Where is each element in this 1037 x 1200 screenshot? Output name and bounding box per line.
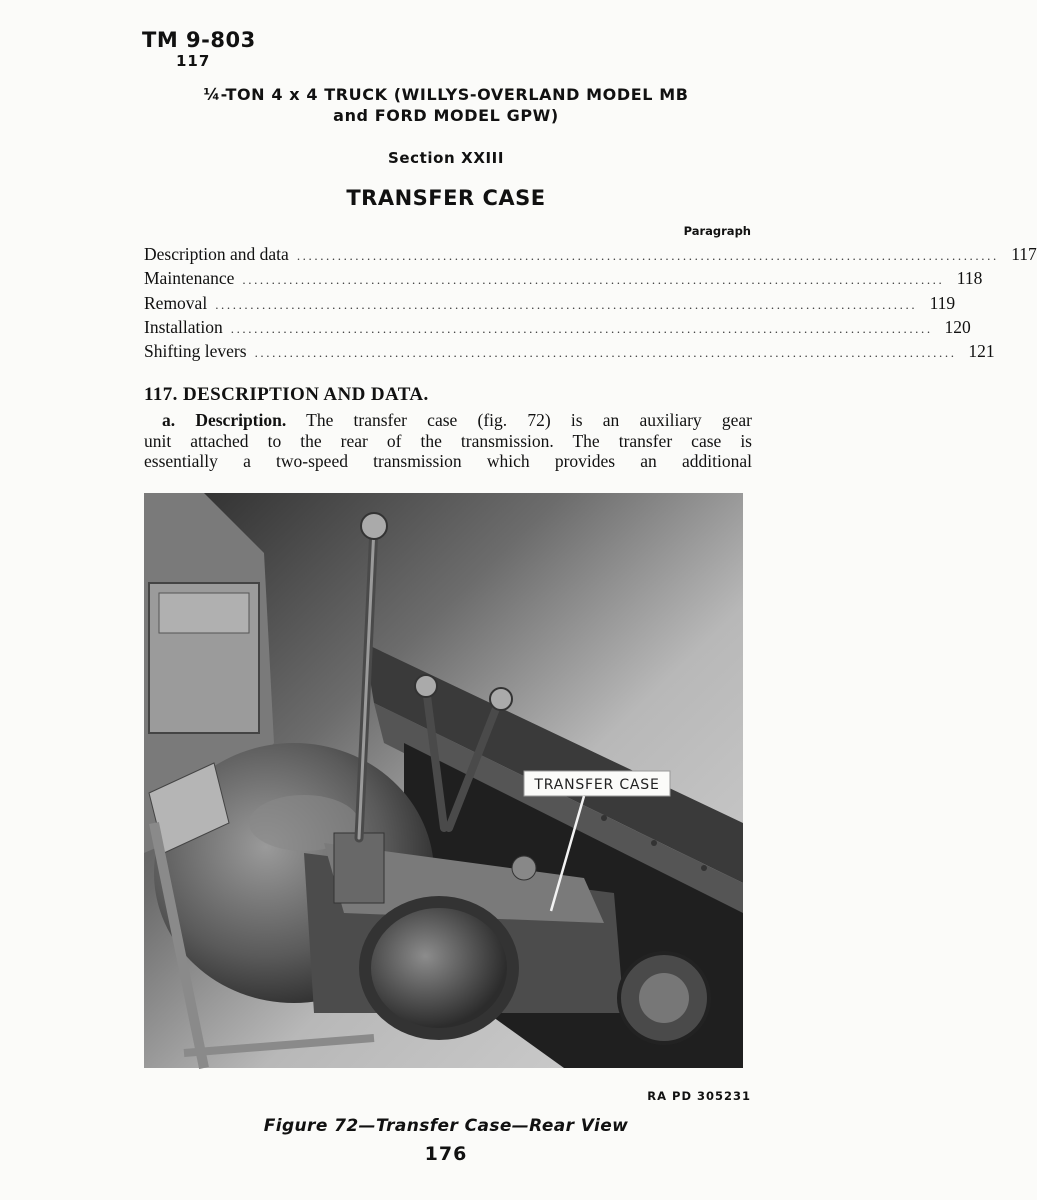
section-number: Section XXIII bbox=[387, 149, 505, 167]
body-line: essentially a two-speed transmission which provides an additional bbox=[144, 451, 752, 471]
manual-number: TM 9-803 bbox=[142, 28, 256, 52]
paragraph-heading: 117. DESCRIPTION AND DATA. bbox=[144, 384, 429, 405]
toc-row bbox=[144, 341, 995, 365]
toc-row bbox=[144, 268, 983, 292]
figure-caption: Figure 72—Transfer Case—Rear View bbox=[263, 1116, 629, 1136]
document-title bbox=[140, 84, 752, 126]
body-line: unit attached to the rear of the transmission. The transfer case is bbox=[144, 430, 752, 451]
header-paragraph-number: 117 bbox=[176, 52, 211, 70]
title-line-2: and FORD MODEL GPW) bbox=[333, 106, 559, 125]
toc-leader-dots: ........................................................................................................................ bbox=[215, 296, 918, 312]
figure-code: RA PD 305231 bbox=[647, 1089, 751, 1103]
toc-label: Maintenance bbox=[144, 268, 235, 289]
page-number: 176 bbox=[424, 1143, 468, 1165]
toc-leader-dots: ........................................................................................................................ bbox=[296, 248, 999, 263]
transfer-case-photo bbox=[144, 493, 743, 1068]
toc-leader-dots: ........................................................................................................................ bbox=[242, 272, 945, 288]
body-line-text: The transfer case (fig. 72) is an auxiliary gear bbox=[306, 410, 752, 430]
toc-row bbox=[144, 244, 1037, 268]
section-title: TRANSFER CASE bbox=[346, 186, 546, 210]
body-paragraph bbox=[144, 410, 752, 472]
toc-label: Shifting levers bbox=[144, 341, 247, 362]
toc-number: 118 bbox=[956, 268, 983, 289]
toc-label: Description and data bbox=[144, 244, 289, 264]
toc-label: Removal bbox=[144, 292, 208, 313]
body-line bbox=[144, 410, 752, 431]
toc-number: 120 bbox=[944, 316, 971, 337]
toc-row bbox=[144, 292, 956, 317]
title-line-1: ¼-TON 4 x 4 TRUCK (WILLYS-OVERLAND MODEL MB bbox=[203, 85, 689, 104]
table-of-contents bbox=[144, 244, 1037, 365]
toc-label: Installation bbox=[144, 316, 223, 337]
toc-row bbox=[144, 316, 971, 341]
toc-number: 117 bbox=[1011, 244, 1037, 264]
figure-photo bbox=[144, 493, 743, 1068]
callout-label: TRANSFER CASE bbox=[534, 777, 660, 793]
subparagraph-label: a. Description. bbox=[162, 410, 287, 430]
toc-paragraph-header: Paragraph bbox=[683, 224, 751, 238]
toc-number: 121 bbox=[968, 341, 995, 362]
toc-leader-dots: ........................................................................................................................ bbox=[254, 345, 957, 361]
toc-leader-dots: ........................................................................................................................ bbox=[230, 320, 933, 336]
toc-number: 119 bbox=[929, 292, 956, 313]
